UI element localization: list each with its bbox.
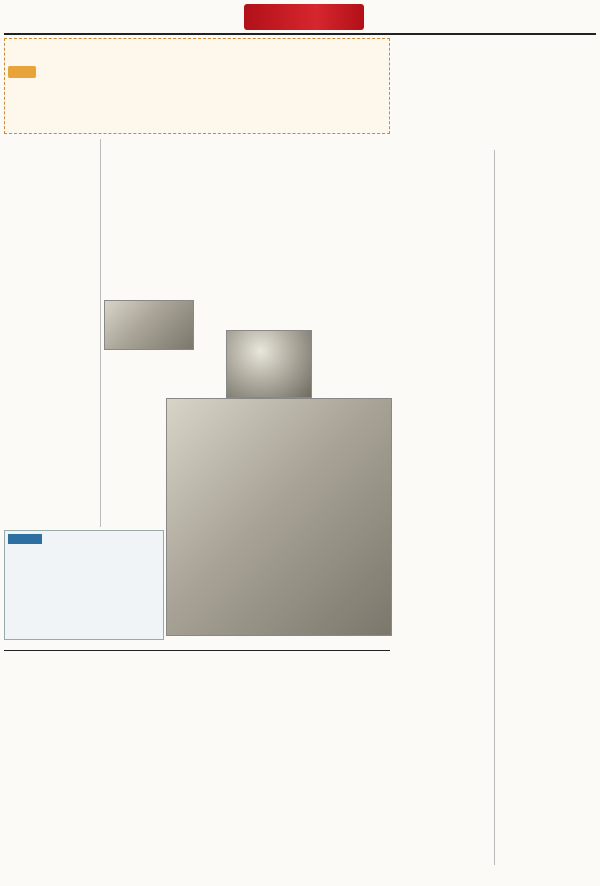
section-ribbon [244,4,364,30]
banner-label [8,66,36,78]
photo-feature-label [8,534,42,544]
header-rule [4,33,596,35]
right-body [396,151,492,246]
bottom-body [8,690,396,880]
photo-caption [10,572,160,600]
column-divider [100,139,101,527]
right-body-2 [498,165,594,305]
main-photo [166,398,392,636]
right-divider [494,150,495,865]
banner-intro [90,41,386,71]
bottom-rule [4,650,390,651]
middle-photo [104,300,194,350]
middle-body-1 [104,188,388,318]
left-body-2 [8,370,98,525]
left-body-1 [8,160,98,338]
